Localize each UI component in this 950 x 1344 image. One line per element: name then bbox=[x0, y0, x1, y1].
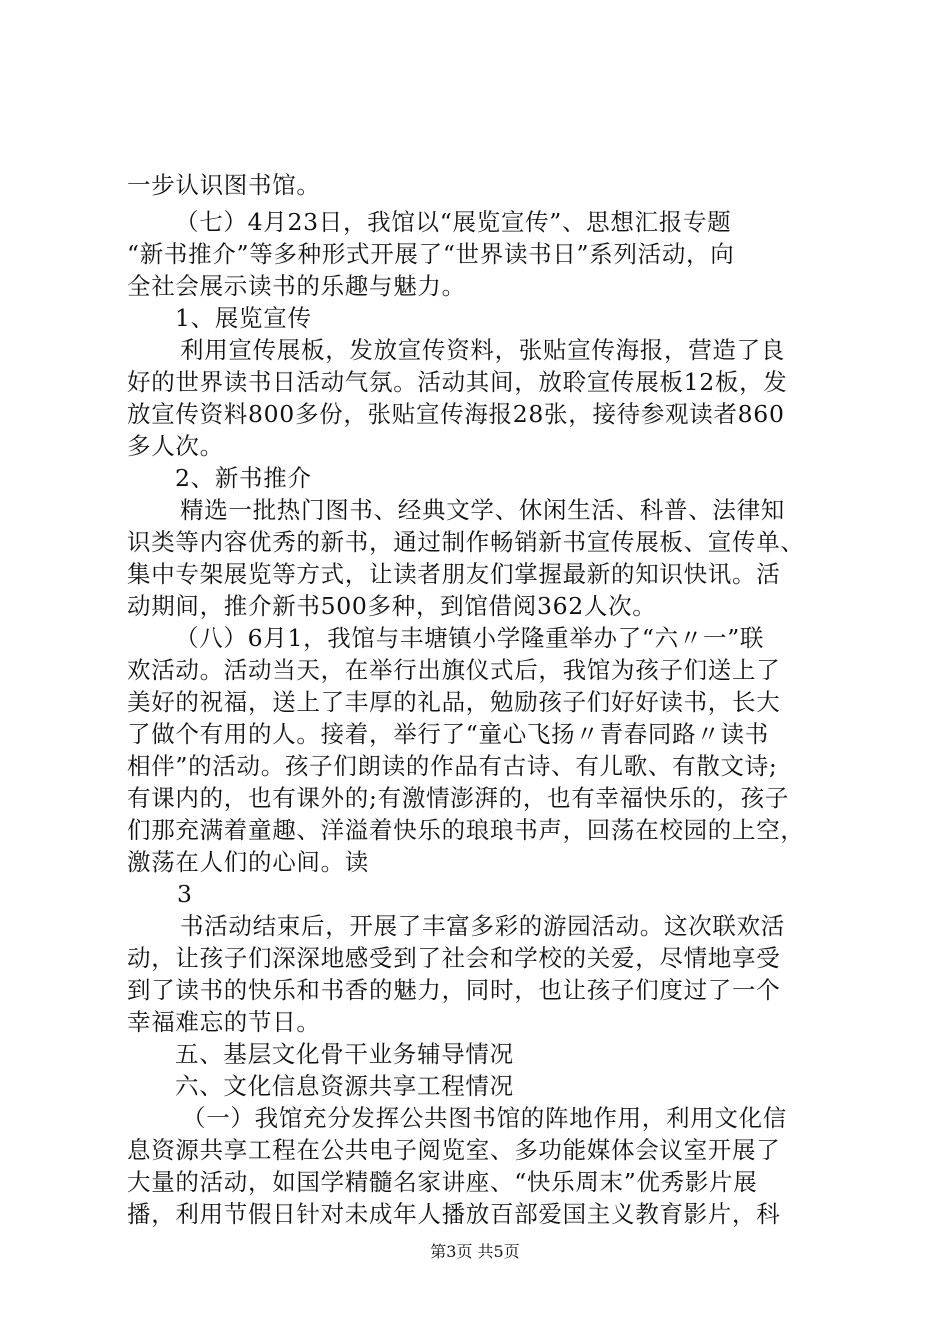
text-line: 全社会展示读书的乐趣与魅力。 bbox=[127, 272, 466, 300]
text-line: 一步认识图书馆。 bbox=[127, 171, 321, 199]
text-line: 激荡在人们的心间。读 bbox=[127, 848, 369, 876]
page-break-number: 3 bbox=[177, 880, 193, 908]
text-line: 精选一批热门图书、经典文学、休闲生活、科普、法律知 bbox=[180, 496, 785, 524]
text-line: 利用宣传展板，发放宣传资料，张贴宣传海报，营造了良 bbox=[180, 336, 785, 364]
text-line: 了做个有用的人。接着，举行了“童心飞扬〃青春同路〃读书 bbox=[127, 720, 769, 748]
text-line: 动，让孩子们深深地感受到了社会和学校的关爱，尽情地享受 bbox=[127, 944, 781, 972]
text-line: 们那充满着童趣、洋溢着快乐的琅琅书声，回荡在校园的上空， bbox=[127, 816, 805, 844]
text-line: “新书推介”等多种形式开展了“世界读书日”系列活动，向 bbox=[127, 240, 735, 268]
text-line: 欢活动。活动当天，在举行出旗仪式后，我馆为孩子们送上了 bbox=[127, 656, 781, 684]
text-line: 息资源共享工程在公共电子阅览室、多功能媒体会议室开展了 bbox=[127, 1136, 781, 1164]
text-line: 1、展览宣传 bbox=[175, 304, 312, 332]
text-line: 有课内的，也有课外的;有激情澎湃的，也有幸福快乐的，孩子 bbox=[127, 784, 790, 812]
text-line: 识类等内容优秀的新书，通过制作畅销新书宣传展板、宣传单、 bbox=[127, 528, 805, 556]
text-line: 大量的活动，如国学精髓名家讲座、“快乐周末”优秀影片展 bbox=[127, 1168, 758, 1196]
text-line: 书活动结束后，开展了丰富多彩的游园活动。这次联欢活 bbox=[180, 912, 785, 940]
section-heading: 六、文化信息资源共享工程情况 bbox=[175, 1072, 514, 1100]
text-line: 好的世界读书日活动气氛。活动其间，放聆宣传展板12板，发 bbox=[127, 368, 788, 396]
section-heading: 五、基层文化骨干业务辅导情况 bbox=[175, 1040, 514, 1068]
text-line: 2、新书推介 bbox=[175, 464, 312, 492]
text-line: 相伴”的活动。孩子们朗读的作品有古诗、有儿歌、有散文诗; bbox=[127, 752, 778, 780]
text-line: 到了读书的快乐和书香的魅力，同时，也让孩子们度过了一个 bbox=[127, 976, 781, 1004]
text-line: 多人次。 bbox=[127, 432, 224, 460]
text-line: （八）6月1，我馆与丰塘镇小学隆重举办了“六〃一”联 bbox=[175, 624, 765, 652]
text-line: 幸福难忘的节日。 bbox=[127, 1008, 321, 1036]
text-line: （七）4月23日，我馆以“展览宣传”、思想汇报专题 bbox=[175, 208, 732, 236]
text-line: 播，利用节假日针对未成年人播放百部爱国主义教育影片，科 bbox=[127, 1200, 781, 1228]
text-line: 美好的祝福，送上了丰厚的礼品，勉励孩子们好好读书，长大 bbox=[127, 688, 781, 716]
text-line: （一）我馆充分发挥公共图书馆的阵地作用，利用文化信 bbox=[182, 1104, 787, 1132]
text-line: 动期间，推介新书500多种，到馆借阅362人次。 bbox=[127, 592, 657, 620]
text-line: 放宣传资料800多份，张贴宣传海报28张，接待参观读者860 bbox=[127, 400, 785, 428]
text-line: 集中专架展览等方式，让读者朋友们掌握最新的知识快讯。活 bbox=[127, 560, 781, 588]
page-footer: 第3页 共5页 bbox=[430, 1242, 520, 1261]
